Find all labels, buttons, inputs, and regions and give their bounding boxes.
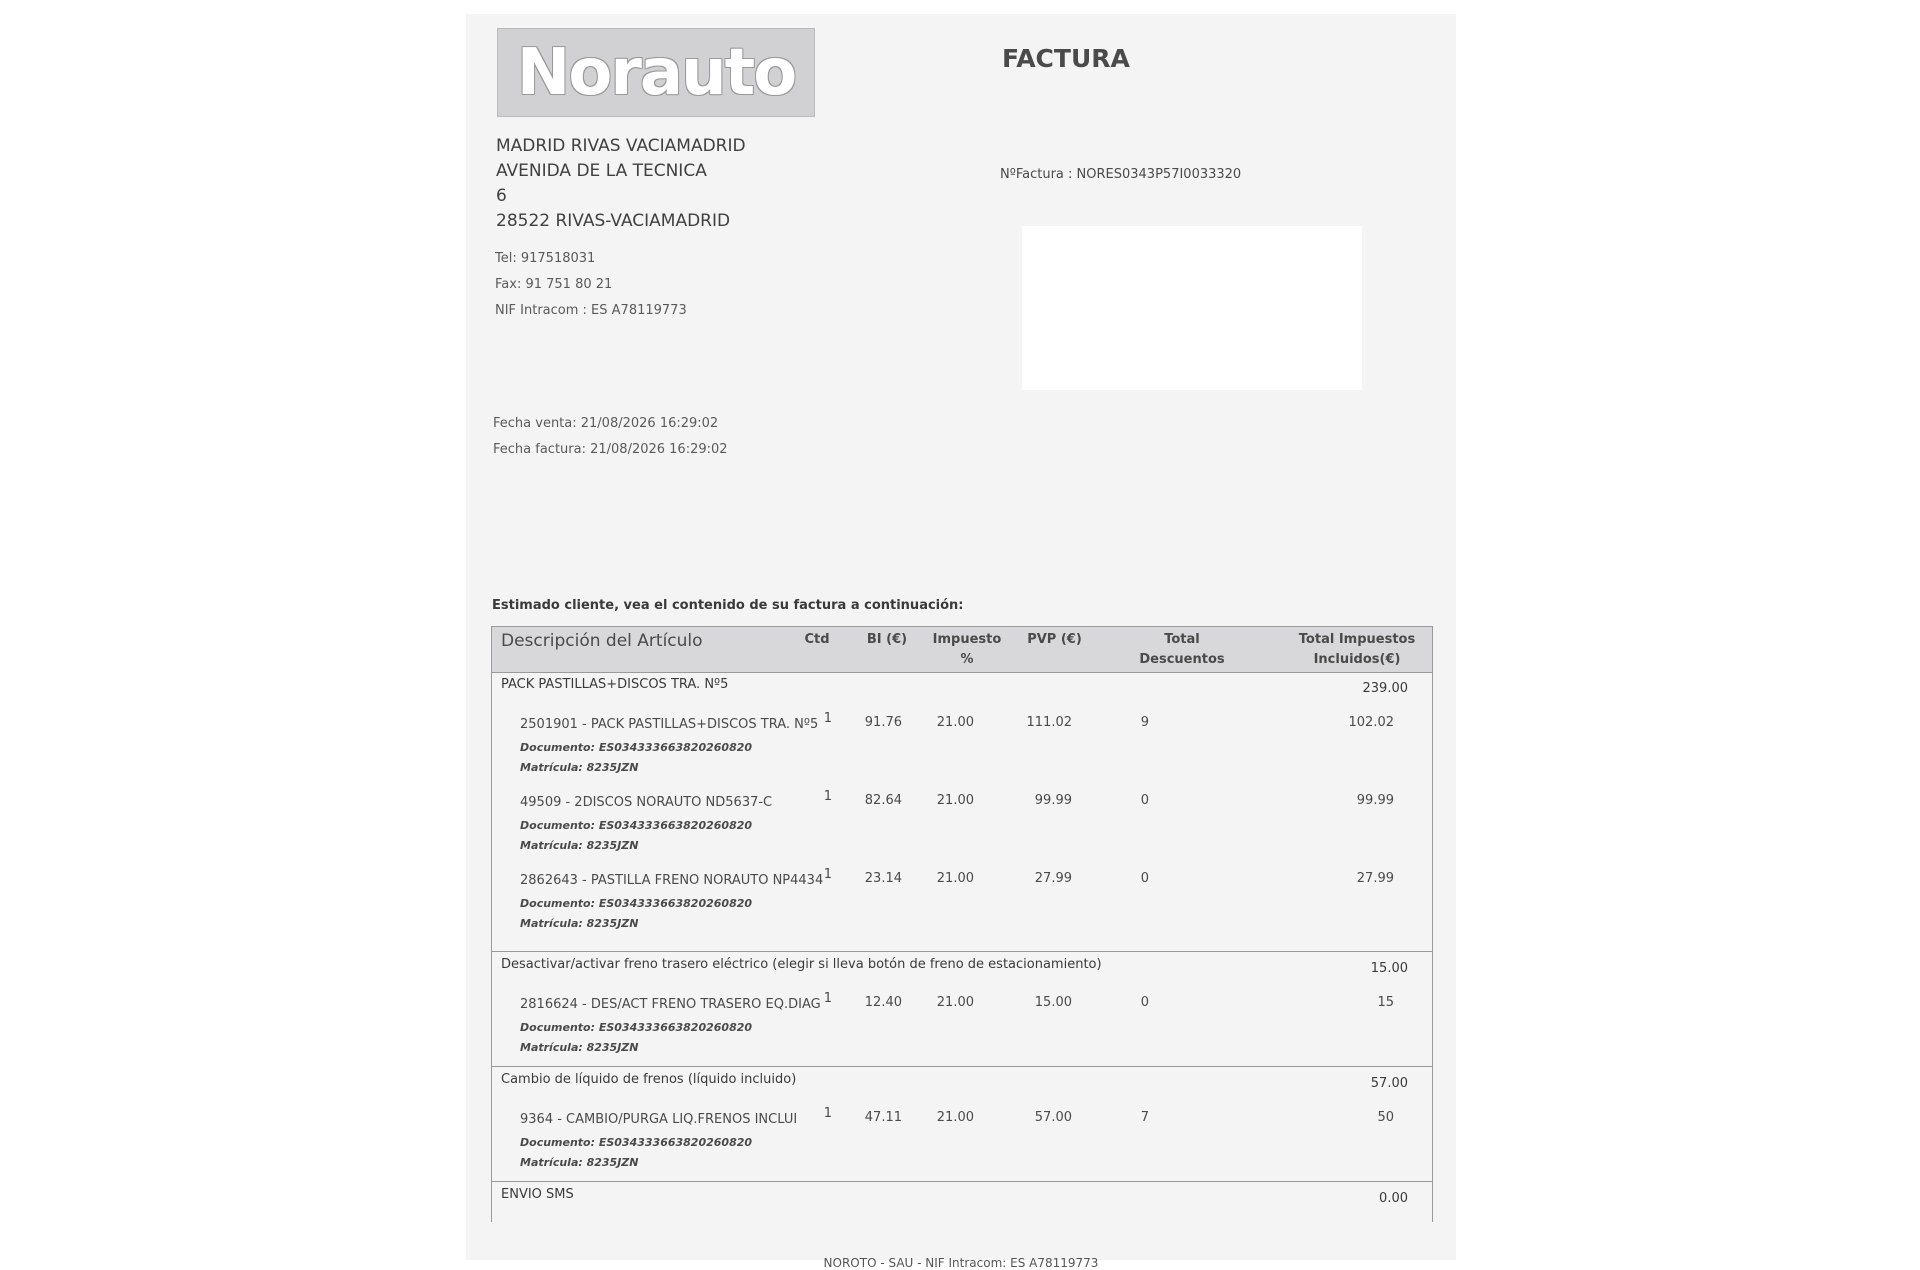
item-total: 50 [1377,1110,1394,1125]
item-tax: 21.00 [936,1110,974,1125]
address-line: 6 [496,186,507,206]
group-label: ENVIO SMS [501,1187,574,1202]
item-tax: 21.00 [936,871,974,886]
address-line: 28522 RIVAS-VACIAMADRID [496,211,731,231]
group-separator [492,1181,1432,1182]
col-tax-line1: Impuesto [932,632,1002,647]
item-bi: 82.64 [864,793,902,808]
store-address [496,134,746,234]
item-document: Documento: ES034333663820260820 [520,741,753,754]
item-bi: 12.40 [864,995,902,1010]
item-tax: 21.00 [936,995,974,1010]
address-line: AVENIDA DE LA TECNICA [496,161,707,181]
group-total: 57.00 [1370,1076,1408,1091]
item-pvp: 99.99 [1034,793,1072,808]
col-pvp: PVP (€) [1027,632,1082,647]
item-qty: 1 [823,789,832,804]
item-plate: Matrícula: 8235JZN [520,839,639,852]
item-disc: 7 [1140,1110,1149,1125]
item-plate: Matrícula: 8235JZN [520,1156,639,1169]
group-total: 0.00 [1379,1191,1408,1206]
col-tax-line2: % [960,652,974,667]
group-separator [492,951,1432,952]
item-total: 15 [1377,995,1394,1010]
store-nif: NIF Intracom : ES A78119773 [495,303,687,318]
address-line: MADRID RIVAS VACIAMADRID [496,136,746,156]
col-discounts-line2: Descuentos [1139,652,1225,667]
item-qty: 1 [823,867,832,882]
item-description: 9364 - CAMBIO/PURGA LIQ.FRENOS INCLUI [520,1112,798,1127]
col-discounts-line1: Total [1164,632,1200,647]
item-description: 2501901 - PACK PASTILLAS+DISCOS TRA. Nº5 [520,717,819,732]
col-total-line2: Incluidos(€) [1313,652,1401,667]
norauto-logo [497,28,815,117]
invoice-number: NºFactura : NORES0343P57I0033320 [1000,167,1242,182]
redacted-customer-block [1022,226,1362,390]
item-pvp: 15.00 [1034,995,1072,1010]
item-bi: 23.14 [864,871,902,886]
col-base: BI (€) [866,632,908,647]
items-table [491,626,1433,1222]
intro-text: Estimado cliente, vea el contenido de su factura a continuación: [492,598,964,613]
invoice-dates [493,411,728,463]
logo-text: Norauto [516,35,796,110]
item-qty: 1 [823,711,832,726]
col-total [1292,630,1422,670]
item-pvp: 27.99 [1034,871,1072,886]
page-footer: NOROTO - SAU - NIF Intracom: ES A78119773 [823,1256,1099,1270]
group-label: PACK PASTILLAS+DISCOS TRA. Nº5 [501,677,729,692]
table-header [492,627,1432,673]
item-qty: 1 [823,1106,832,1121]
invoice-date: Fecha factura: 21/08/2026 16:29:02 [493,442,728,457]
item-tax: 21.00 [936,793,974,808]
item-plate: Matrícula: 8235JZN [520,917,639,930]
item-total: 27.99 [1356,871,1394,886]
item-bi: 47.11 [864,1110,902,1125]
item-total: 99.99 [1356,793,1394,808]
item-disc: 0 [1140,871,1149,886]
item-document: Documento: ES034333663820260820 [520,819,753,832]
item-document: Documento: ES034333663820260820 [520,1021,753,1034]
item-tax: 21.00 [936,715,974,730]
group-label: Desactivar/activar freno trasero eléctrico (elegir si lleva botón de freno de estacionamiento) [501,957,1102,972]
item-disc: 0 [1140,793,1149,808]
col-description: Descripción del Artículo [501,631,703,651]
item-disc: 0 [1140,995,1149,1010]
group-separator [492,1066,1432,1067]
item-total: 102.02 [1348,715,1394,730]
group-total: 239.00 [1362,681,1408,696]
invoice-page [466,14,1456,1270]
item-document: Documento: ES034333663820260820 [520,1136,753,1149]
item-description: 2816624 - DES/ACT FRENO TRASERO EQ.DIAG [520,997,821,1012]
store-tel: Tel: 917518031 [495,251,596,266]
item-disc: 9 [1140,715,1149,730]
item-qty: 1 [823,991,832,1006]
item-pvp: 57.00 [1034,1110,1072,1125]
col-discounts [1132,630,1232,670]
item-document: Documento: ES034333663820260820 [520,897,753,910]
group-total: 15.00 [1370,961,1408,976]
col-tax [922,630,1012,670]
col-total-line1: Total Impuestos [1298,632,1416,647]
item-bi: 91.76 [864,715,902,730]
col-quantity: Ctd [804,632,830,647]
store-fax: Fax: 91 751 80 21 [495,277,613,292]
item-description: 2862643 - PASTILLA FRENO NORAUTO NP4434 [520,873,824,888]
item-plate: Matrícula: 8235JZN [520,1041,639,1054]
invoice-title: FACTURA [1002,44,1130,73]
item-pvp: 111.02 [1026,715,1072,730]
item-plate: Matrícula: 8235JZN [520,761,639,774]
group-label: Cambio de líquido de frenos (líquido incluido) [501,1072,797,1087]
item-description: 49509 - 2DISCOS NORAUTO ND5637-C [520,795,773,810]
store-contact [495,246,687,324]
sale-date: Fecha venta: 21/08/2026 16:29:02 [493,416,719,431]
